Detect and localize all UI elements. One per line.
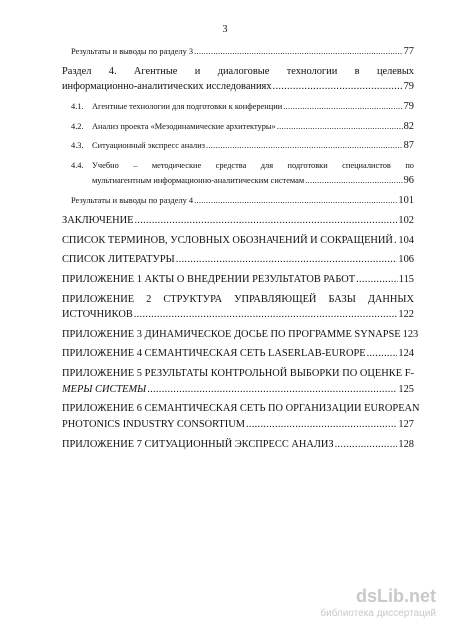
toc-page-number: 87 (403, 140, 414, 152)
dot-leader (134, 213, 397, 229)
toc-entry-title: ПРИЛОЖЕНИЕ 7 СИТУАЦИОННЫЙ ЭКСПРЕСС АНАЛИЗ (62, 438, 334, 450)
toc-entry (62, 99, 414, 115)
toc-entry (62, 213, 414, 229)
toc-entry (62, 119, 414, 135)
dot-leader (246, 417, 397, 433)
toc-entry (62, 346, 414, 362)
toc-page-number: 96 (403, 175, 414, 187)
dot-leader (277, 119, 403, 135)
toc-entry-title: информационно-аналитических исследованиях (62, 81, 272, 93)
toc-entry-title: ПРИЛОЖЕНИЕ 3 ДИНАМИЧЕСКОЕ ДОСЬЕ ПО ПРОГРАММЕ SYNAPSE (62, 328, 401, 340)
toc-page-number: 77 (403, 46, 414, 57)
toc-entry (62, 233, 414, 249)
toc-entry-number: 4.1. (71, 101, 84, 111)
toc-entry-number: 4.2. (71, 121, 84, 131)
table-of-contents (62, 44, 420, 456)
toc-entry-title: Агентные технологии для подготовки к конференции (92, 101, 283, 111)
dot-leader (283, 99, 402, 115)
dot-leader (335, 437, 398, 453)
toc-entry (62, 158, 414, 189)
toc-entry-title: МЕРЫ СИСТЕМЫ (62, 383, 147, 395)
toc-entry-number: 4.3. (71, 141, 84, 151)
toc-entry-title: PHOTONICS INDUSTRY CONSORTIUM (62, 418, 245, 430)
toc-page-number: 104 (398, 234, 414, 246)
dot-leader (305, 173, 402, 189)
toc-entry-title: Учебно – методические средства для подготовки специалистов по (92, 160, 414, 170)
dot-leader (273, 79, 403, 95)
toc-page-number: 125 (398, 383, 414, 395)
toc-entry (62, 292, 414, 323)
toc-entry-title: ПРИЛОЖЕНИЕ 6 СЕМАНТИЧЕСКАЯ СЕТЬ ПО ОРГАНИЗАЦИИ EUROPEAN (62, 403, 420, 415)
toc-entry (62, 327, 419, 343)
dot-leader (147, 382, 397, 398)
dot-leader (356, 272, 398, 288)
toc-page-number: 127 (398, 418, 414, 430)
toc-entry-title: ПРИЛОЖЕНИЕ 5 РЕЗУЛЬТАТЫ КОНТРОЛЬНОЙ ВЫБОРКИ ПО ОЦЕНКЕ F- (62, 368, 414, 380)
toc-page-number: 106 (398, 254, 414, 266)
toc-entry-title: ПРИЛОЖЕНИЕ 2 СТРУКТУРА УПРАВЛЯЮЩЕЙ БАЗЫ ДАННЫХ (62, 293, 414, 305)
toc-page-number: 128 (398, 438, 414, 450)
toc-page-number: 102 (398, 214, 414, 226)
toc-entry (62, 44, 414, 60)
dot-leader (206, 138, 403, 154)
toc-page-number: 122 (398, 309, 414, 321)
toc-entry-title: Анализ проекта «Мезодинамические архитектуры» (92, 121, 276, 131)
toc-page-number: 115 (398, 273, 414, 285)
toc-entry-title: ПРИЛОЖЕНИЕ 4 СЕМАНТИЧЕСКАЯ СЕТЬ LASERLAB-EUROPE (62, 348, 366, 360)
dot-leader (367, 346, 398, 362)
toc-entry-title: Раздел 4. Агентные и диалоговые технологии в целевых (62, 65, 414, 77)
toc-entry (62, 401, 420, 432)
toc-entry (62, 366, 414, 397)
dot-leader (194, 44, 403, 60)
toc-entry-title: Ситуационный экспресс анализ (92, 141, 205, 151)
toc-entry (62, 437, 414, 453)
toc-entry-title: Результаты и выводы по разделу 3 (71, 47, 194, 56)
toc-entry-title: ИСТОЧНИКОВ (62, 309, 133, 321)
toc-page-number: 79 (403, 81, 414, 93)
toc-page-number: 101 (398, 195, 414, 207)
watermark-subtitle: библиотека диссертаций (320, 608, 436, 619)
toc-entry-title: СПИСОК ТЕРМИНОВ, УСЛОВНЫХ ОБОЗНАЧЕНИЙ И СОКРАЩЕНИЙ (62, 234, 393, 246)
toc-entry (62, 64, 414, 95)
toc-entry-number: 4.4. (71, 160, 84, 170)
toc-entry (62, 252, 414, 268)
toc-entry-title: СПИСОК ЛИТЕРАТУРЫ (62, 254, 175, 266)
toc-entry (62, 272, 414, 288)
toc-entry-title: Результаты и выводы по разделу 4 (71, 196, 194, 206)
page-number: 3 (222, 24, 228, 35)
watermark-logo: dsLib.net (356, 586, 436, 606)
dot-leader (194, 193, 397, 209)
toc-page-number: 79 (403, 100, 414, 112)
toc-entry-title: ЗАКЛЮЧЕНИЕ (62, 214, 134, 226)
toc-entry (62, 138, 414, 154)
toc-entry-title: ПРИЛОЖЕНИЕ 1 АКТЫ О ВНЕДРЕНИИ РЕЗУЛЬТАТОВ РАБОТ (62, 273, 356, 285)
dot-leader (394, 233, 397, 249)
toc-page-number: 82 (403, 120, 414, 132)
toc-page-number: 123 (402, 328, 419, 340)
toc-page-number: 124 (398, 348, 414, 360)
toc-entry (62, 193, 414, 209)
dot-leader (134, 307, 398, 323)
dot-leader (176, 252, 398, 268)
toc-entry-title: мультиагентным информационно-аналитическим системам (92, 176, 305, 186)
